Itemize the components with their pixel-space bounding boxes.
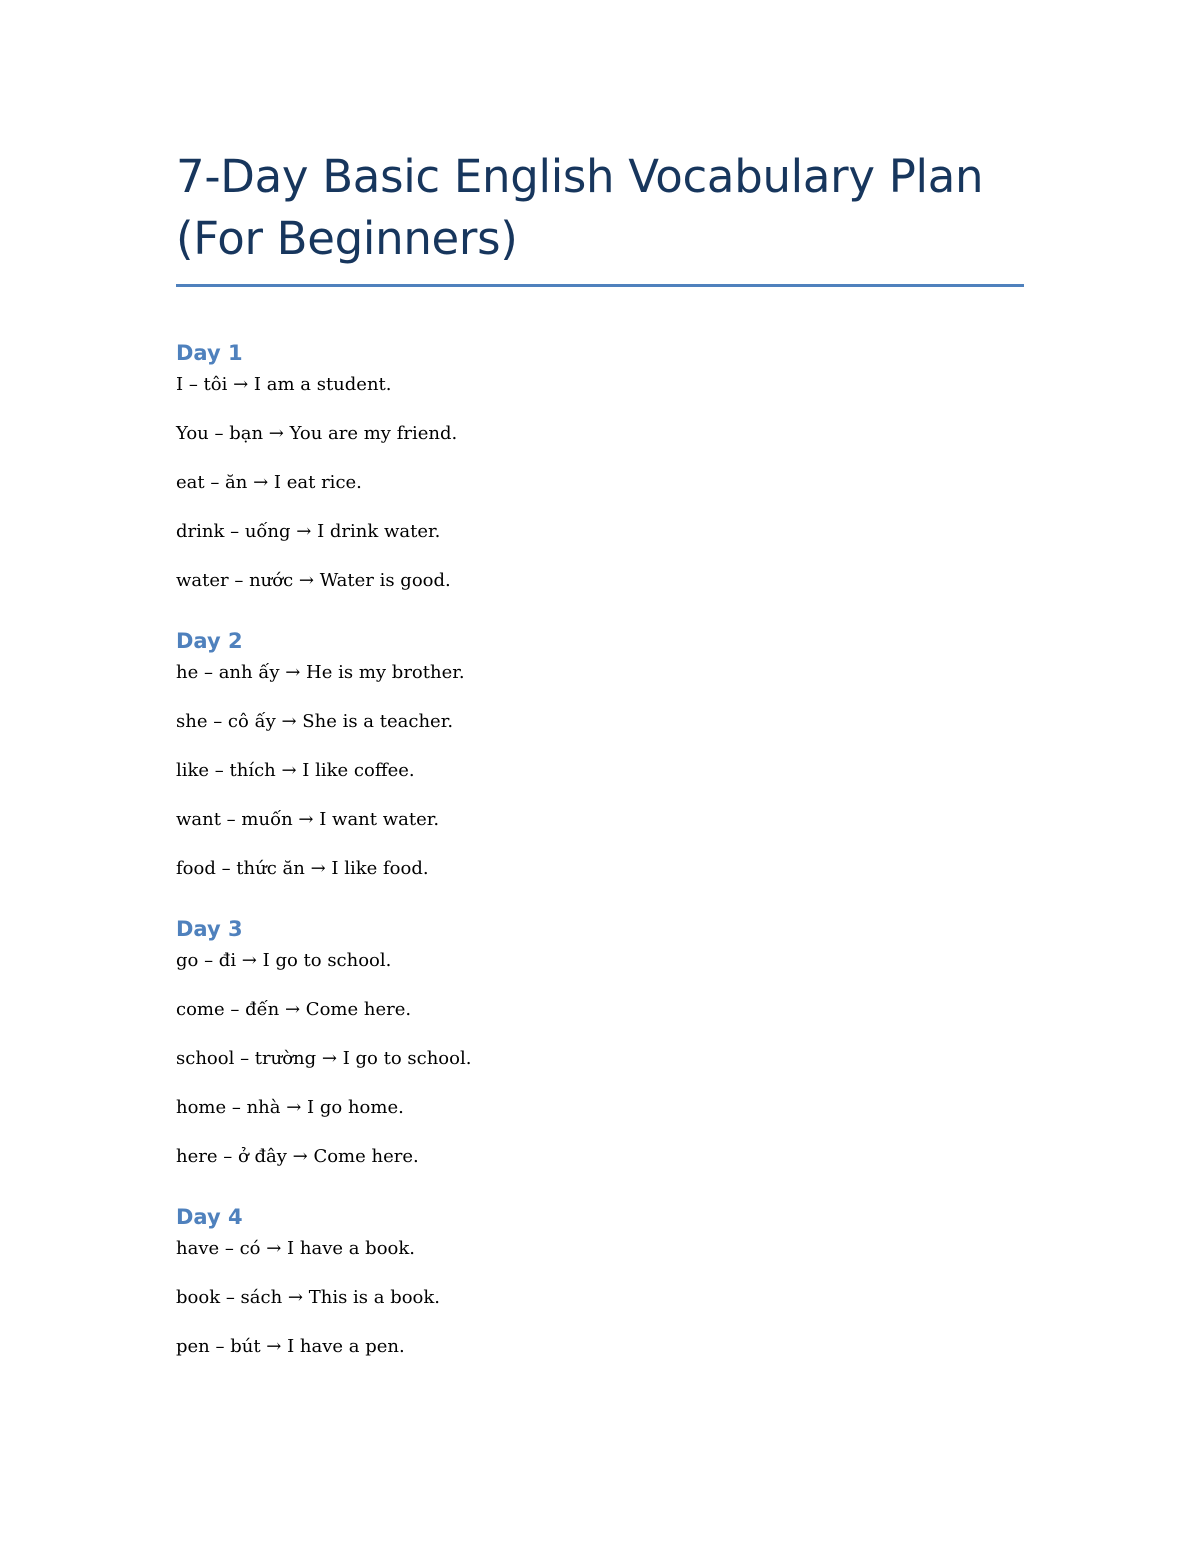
vocab-entry: eat – ăn → I eat rice. xyxy=(176,472,362,493)
title-line-1: 7-Day Basic English Vocabulary Plan xyxy=(176,150,984,203)
vocab-entry: pen – bút → I have a pen. xyxy=(176,1336,405,1357)
day-1-section xyxy=(176,338,1024,595)
day-heading: Day 3 xyxy=(176,917,243,941)
vocab-entry: he – anh ấy → He is my brother. xyxy=(176,662,465,683)
vocab-entry: I – tôi → I am a student. xyxy=(176,374,392,395)
vocab-entry: food – thức ăn → I like food. xyxy=(176,858,429,879)
day-2-section xyxy=(176,626,1024,883)
day-heading: Day 4 xyxy=(176,1205,243,1229)
vocab-entry: go – đi → I go to school. xyxy=(176,950,392,971)
day-4-section xyxy=(176,1202,1024,1361)
title-line-2: (For Beginners) xyxy=(176,212,518,265)
vocab-entry: come – đến → Come here. xyxy=(176,999,412,1020)
vocab-entry: drink – uống → I drink water. xyxy=(176,521,441,542)
title-spacer xyxy=(176,287,1024,338)
vocab-list xyxy=(176,371,1024,595)
vocab-entry: here – ở đây → Come here. xyxy=(176,1146,419,1167)
vocab-entry: home – nhà → I go home. xyxy=(176,1097,404,1118)
vocab-entry: want – muốn → I want water. xyxy=(176,809,440,830)
vocab-entry: have – có → I have a book. xyxy=(176,1238,416,1259)
day-heading: Day 2 xyxy=(176,629,243,653)
document-page xyxy=(176,146,1024,1382)
vocab-list xyxy=(176,659,1024,883)
vocab-entry: she – cô ấy → She is a teacher. xyxy=(176,711,454,732)
vocab-entry: school – trường → I go to school. xyxy=(176,1048,472,1069)
vocab-entry: like – thích → I like coffee. xyxy=(176,760,415,781)
vocab-list xyxy=(176,1235,1024,1361)
vocab-entry: book – sách → This is a book. xyxy=(176,1287,441,1308)
day-heading: Day 1 xyxy=(176,341,243,365)
vocab-entry: You – bạn → You are my friend. xyxy=(176,423,458,444)
document-title xyxy=(176,146,1024,270)
day-3-section xyxy=(176,914,1024,1171)
vocab-entry: water – nước → Water is good. xyxy=(176,570,451,591)
vocab-list xyxy=(176,947,1024,1171)
